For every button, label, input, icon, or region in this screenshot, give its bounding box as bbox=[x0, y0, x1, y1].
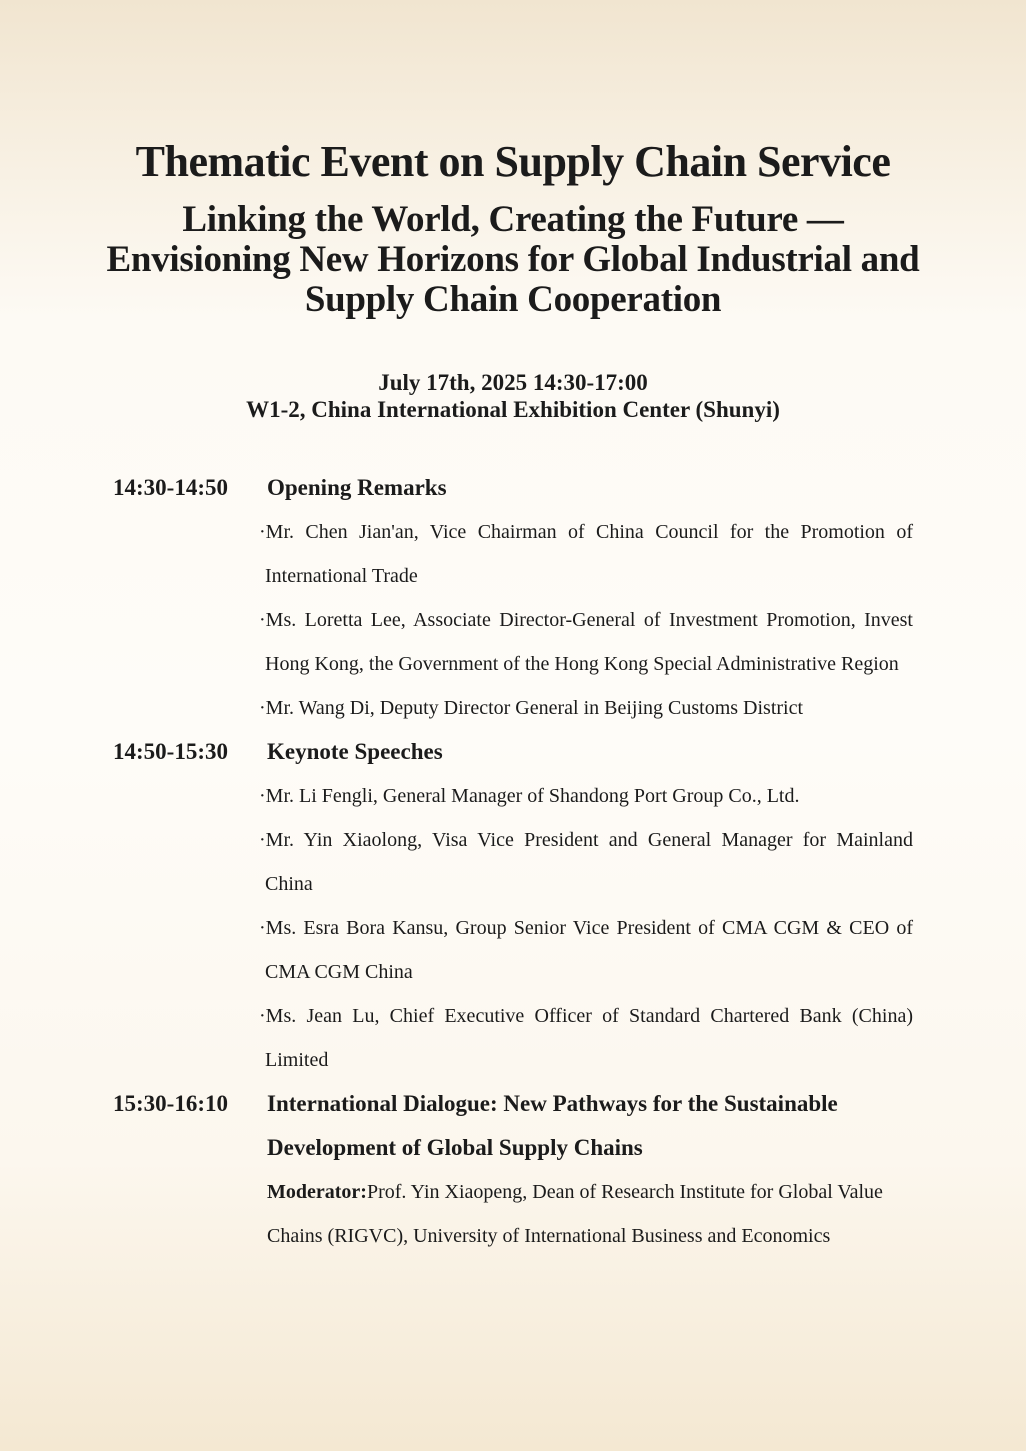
event-date-time: July 17th, 2025 14:30-17:00 bbox=[378, 370, 648, 395]
speaker-item: ·Mr. Li Fengli, General Manager of Shandong Port Group Co., Ltd. bbox=[259, 785, 800, 807]
agenda-session-keynote bbox=[113, 730, 923, 1082]
session-heading: International Dialogue: New Pathways for the Sustainable Development of Global Supply Chains bbox=[267, 1091, 838, 1160]
event-title: Thematic Event on Supply Chain Service bbox=[135, 137, 891, 186]
agenda bbox=[113, 466, 923, 1258]
moderator-text: Prof. Yin Xiaopeng, Dean of Research Institute for Global Value Chains (RIGVC), University of International Business and Economics bbox=[267, 1181, 883, 1247]
session-time: 14:30-14:50 bbox=[113, 475, 228, 500]
event-subtitle: Linking the World, Creating the Future — Envisioning New Horizons for Global Industrial and Supply Chain Cooperation bbox=[106, 199, 920, 320]
speaker-item: ·Ms. Loretta Lee, Associate Director-General of Investment Promotion, Invest Hong Kong, the Government of the Hong Kong Special Administrative Region bbox=[259, 609, 913, 675]
speaker-item: ·Mr. Chen Jian'an, Vice Chairman of China Council for the Promotion of International Trade bbox=[259, 521, 913, 587]
event-venue: W1-2, China International Exhibition Center (Shunyi) bbox=[246, 397, 780, 422]
session-time: 14:50-15:30 bbox=[113, 739, 228, 764]
speaker-item: ·Mr. Wang Di, Deputy Director General in Beijing Customs District bbox=[259, 697, 804, 719]
session-time: 15:30-16:10 bbox=[113, 1091, 228, 1116]
agenda-session-dialogue bbox=[113, 1082, 923, 1258]
agenda-session-opening bbox=[113, 466, 923, 730]
session-heading: Keynote Speeches bbox=[267, 739, 443, 764]
speaker-item: ·Ms. Esra Bora Kansu, Group Senior Vice President of CMA CGM & CEO of CMA CGM China bbox=[259, 917, 913, 983]
moderator-line bbox=[267, 1170, 913, 1258]
speaker-item: ·Mr. Yin Xiaolong, Visa Vice President and General Manager for Mainland China bbox=[259, 829, 913, 895]
session-heading: Opening Remarks bbox=[267, 475, 447, 500]
moderator-label: Moderator: bbox=[267, 1181, 367, 1203]
speaker-item: ·Ms. Jean Lu, Chief Executive Officer of Standard Chartered Bank (China) Limited bbox=[259, 1005, 913, 1071]
